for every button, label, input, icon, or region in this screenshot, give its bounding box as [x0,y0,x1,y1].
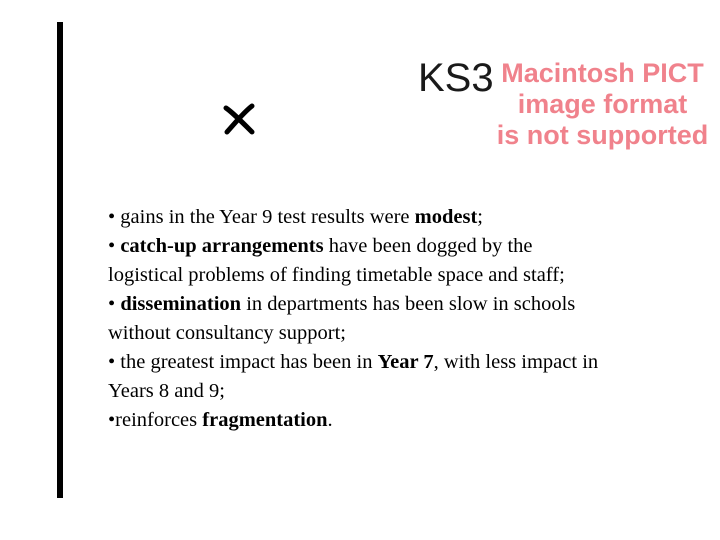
vertical-divider-bar [57,22,63,498]
bullet-item [108,348,608,406]
slide-title: KS3 [418,56,494,100]
bullet-text: in departments has been slow in schools without consultancy support; [108,293,576,344]
bullet-text: • [108,293,121,315]
bullet-text: • the greatest impact has been in [108,351,378,373]
bullet-item [108,232,608,290]
bullet-emphasis: fragmentation [202,409,328,431]
bullet-text: ; [477,206,483,228]
placeholder-line: is not supported [496,120,709,150]
bullet-item [108,290,608,348]
bullet-text: , with less impact in Years 8 and 9; [108,351,599,402]
bullet-list [108,203,608,435]
cross-icon [222,102,256,136]
bullet-emphasis: dissemination [120,293,242,315]
bullet-text: have been dogged by the logistical problems of finding timetable space and staff; [108,235,565,286]
bullet-emphasis: Year 7 [377,351,434,373]
placeholder-line: image format [517,89,688,119]
bullet-emphasis: catch-up arrangements [120,235,324,257]
bullet-text: •reinforces [108,409,203,431]
bullet-emphasis: modest [414,206,478,228]
bullet-text: • gains in the Year 9 test results were [108,206,415,228]
placeholder-line: Macintosh PICT [501,58,704,88]
unsupported-image-placeholder [495,58,710,151]
bullet-item [108,203,608,232]
bullet-item [108,406,608,435]
bullet-text: • [108,235,121,257]
bullet-text: . [327,409,333,431]
